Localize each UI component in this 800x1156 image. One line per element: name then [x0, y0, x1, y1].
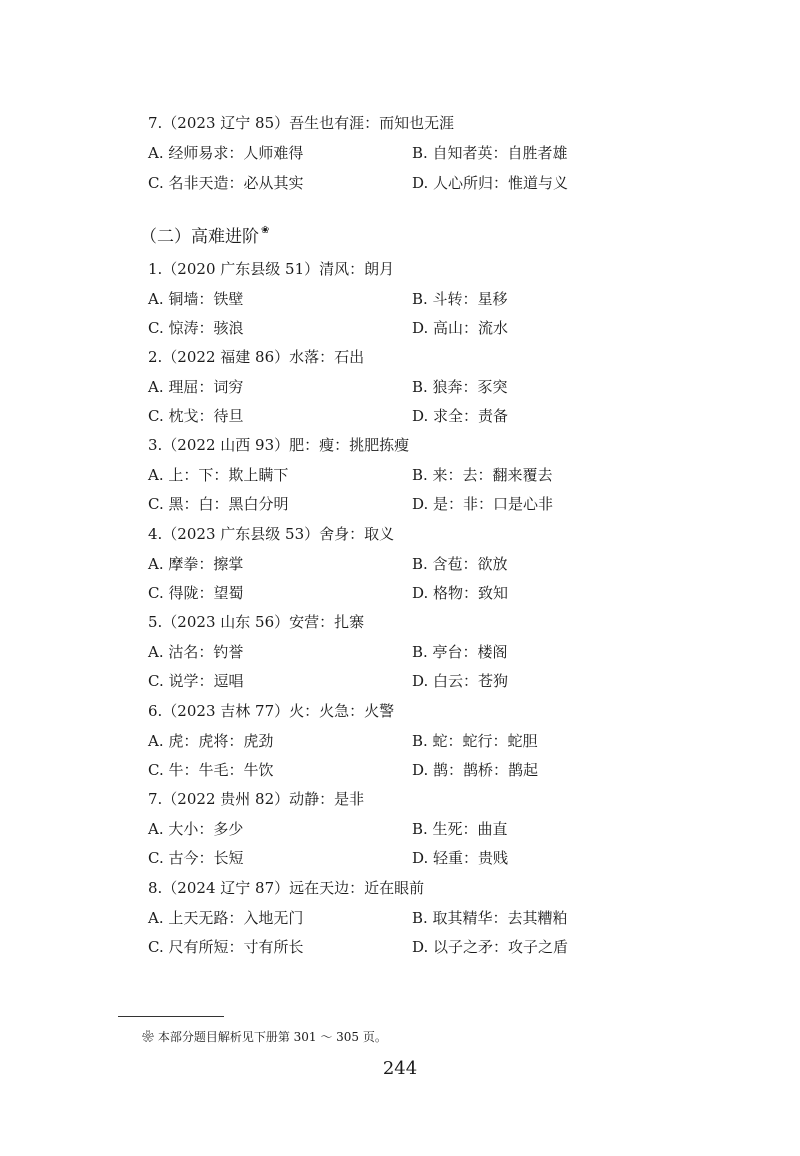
footnote: ❀ 本部分题目解析见下册第 301 ～ 305 页。 [142, 1030, 387, 1044]
option-a: A. 大小：多少 [148, 820, 244, 838]
option-c: C. 名非天造：必从其实 [148, 174, 304, 192]
option-a: A. 理屈：词穷 [148, 378, 244, 396]
option-b: B. 含苞：欲放 [412, 555, 508, 573]
question-stem: 5.（2023 山东 56）安营：扎寨 [148, 613, 365, 631]
option-b: B. 取其精华：去其糟粕 [412, 909, 568, 927]
question-stem: 1.（2020 广东县级 51）清风：朗月 [148, 260, 395, 278]
option-row [148, 641, 668, 663]
option-row [148, 730, 668, 752]
option-c: C. 黑：白：黑白分明 [148, 495, 289, 513]
option-a: A. 上天无路：入地无门 [148, 909, 304, 927]
option-d: D. 以子之矛：攻子之盾 [412, 938, 569, 956]
section-heading [140, 222, 269, 247]
option-row [148, 376, 668, 398]
option-c: C. 古今：长短 [148, 849, 244, 867]
question-stem: 7.（2023 辽宁 85）吾生也有涯：而知也无涯 [148, 114, 455, 132]
option-row [148, 493, 668, 515]
option-d: D. 格物：致知 [412, 584, 509, 602]
option-a: A. 经师易求：人师难得 [148, 144, 304, 162]
option-row [148, 142, 668, 164]
option-b: B. 来：去：翻来覆去 [412, 466, 553, 484]
option-d: D. 轻重：贵贱 [412, 849, 509, 867]
option-a: A. 虎：虎将：虎劲 [148, 732, 274, 750]
option-row [148, 818, 668, 840]
option-row [148, 670, 668, 692]
option-b: B. 狼奔：豕突 [412, 378, 508, 396]
option-row [148, 317, 668, 339]
option-b: B. 亭台：楼阁 [412, 643, 508, 661]
option-c: C. 得陇：望蜀 [148, 584, 244, 602]
option-a: A. 铜墙：铁壁 [148, 290, 244, 308]
option-b: B. 斗转：星移 [412, 290, 508, 308]
option-d: D. 高山：流水 [412, 319, 509, 337]
section-title: （二）高难进阶 [140, 227, 259, 247]
option-row [148, 464, 668, 486]
option-a: A. 摩拳：擦掌 [148, 555, 244, 573]
option-row [148, 288, 668, 310]
question-stem: 6.（2023 吉林 77）火：火急：火警 [148, 702, 395, 720]
option-row [148, 405, 668, 427]
option-d: D. 求全：责备 [412, 407, 509, 425]
option-d: D. 鹊：鹊桥：鹊起 [412, 761, 539, 779]
option-a: A. 沽名：钓誉 [148, 643, 244, 661]
option-row [148, 936, 668, 958]
page-number: 244 [382, 1058, 418, 1079]
option-c: C. 说学：逗唱 [148, 672, 244, 690]
option-a: A. 上：下：欺上瞒下 [148, 466, 289, 484]
option-c: C. 尺有所短：寸有所长 [148, 938, 304, 956]
option-d: D. 是：非：口是心非 [412, 495, 554, 513]
option-row [148, 553, 668, 575]
option-c: C. 枕戈：待旦 [148, 407, 244, 425]
option-c: C. 惊涛：骇浪 [148, 319, 244, 337]
question-stem: 8.（2024 辽宁 87）远在天边：近在眼前 [148, 879, 425, 897]
option-b: B. 生死：曲直 [412, 820, 508, 838]
footnote-divider [118, 1016, 224, 1017]
option-row [148, 582, 668, 604]
option-row [148, 907, 668, 929]
option-d: D. 人心所归：惟道与义 [412, 174, 569, 192]
option-row [148, 847, 668, 869]
flower-mark-icon: ❀ [261, 225, 270, 236]
question-stem: 4.（2023 广东县级 53）舍身：取义 [148, 525, 395, 543]
option-b: B. 自知者英：自胜者雄 [412, 144, 568, 162]
question-stem: 7.（2022 贵州 82）动静：是非 [148, 790, 365, 808]
question-stem: 3.（2022 山西 93）肥：瘦：挑肥拣瘦 [148, 436, 410, 454]
option-row [148, 172, 668, 194]
option-b: B. 蛇：蛇行：蛇胆 [412, 732, 538, 750]
option-row [148, 759, 668, 781]
option-c: C. 牛：牛毛：牛饮 [148, 761, 274, 779]
option-d: D. 白云：苍狗 [412, 672, 509, 690]
question-stem: 2.（2022 福建 86）水落：石出 [148, 348, 365, 366]
